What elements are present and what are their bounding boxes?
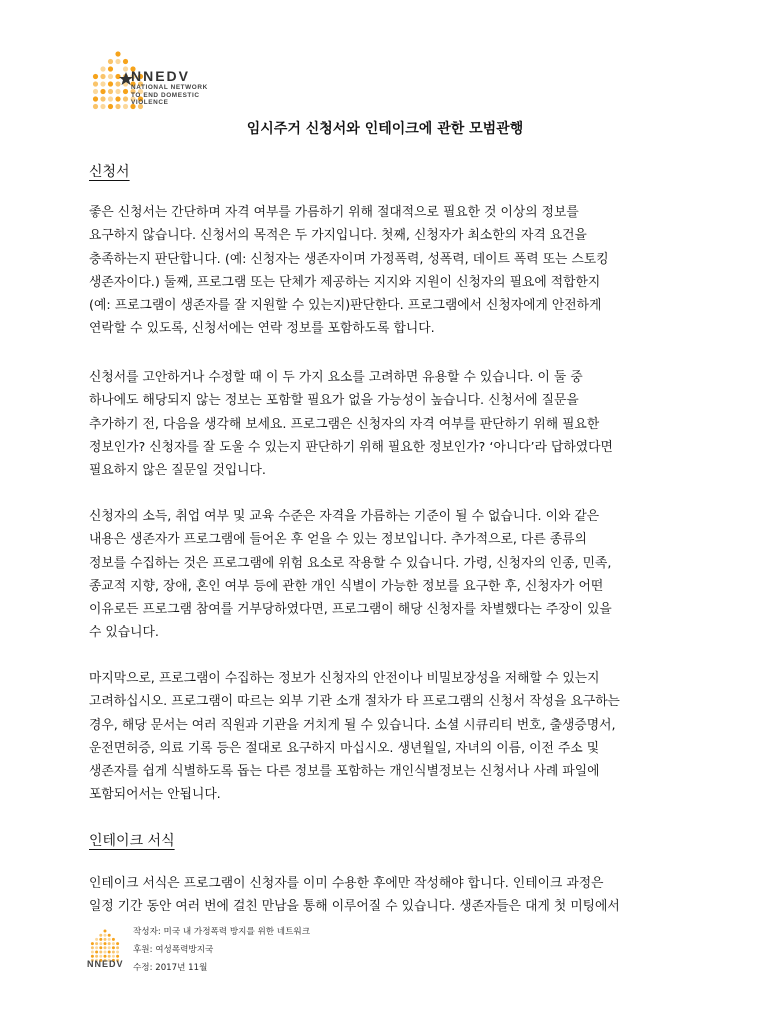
- logo-dot: [112, 942, 115, 945]
- logo-dot: [104, 946, 107, 949]
- logo-dot: [100, 96, 105, 101]
- logo-dot: [115, 59, 120, 64]
- logo-dot: [104, 934, 107, 937]
- logo-dot: [115, 51, 120, 56]
- paragraph: [89, 872, 689, 919]
- logo-dot: [99, 946, 102, 949]
- logo-dot: [93, 74, 98, 79]
- footer-credits: [133, 923, 310, 977]
- logo-dot: [104, 955, 107, 958]
- paragraph-line: 생존자이다.) 둘째, 프로그램 또는 단체가 제공하는 지지와 지원이 신청자의 필요에 적합한지: [89, 274, 601, 290]
- logo-dot: [108, 955, 111, 958]
- logo-dot: [115, 104, 120, 109]
- logo-dot: [108, 934, 111, 937]
- footer-sponsor: 후원: 여성폭력방지국: [133, 945, 214, 955]
- logo-name: NNEDV: [131, 68, 191, 84]
- logo-dot: [104, 938, 107, 941]
- logo-dot: [93, 89, 98, 94]
- paragraph-line: 정보인가? 신청자를 잘 도울 수 있는지 판단하기 위해 필요한 정보인가? ‘아니다’라 답하였다면: [89, 439, 613, 455]
- logo-subtitle-line: TO END DOMESTIC: [131, 91, 200, 99]
- logo-dot: [108, 951, 111, 954]
- logo-dot: [108, 938, 111, 941]
- paragraph-line: 신청자의 소득, 취업 여부 및 교육 수준은 자격을 가름하는 기준이 될 수 없습니다. 이와 같은: [89, 509, 600, 524]
- logo-dot: [108, 89, 113, 94]
- document-title: 임시주거 신청서와 인테이크에 관한 모범관행: [246, 121, 524, 137]
- logo-dot: [123, 66, 128, 71]
- logo-dot: [95, 955, 98, 958]
- paragraph-line: 연락할 수 있도록, 신청서에는 연락 정보를 포함하도록 합니다.: [89, 321, 435, 337]
- logo-dot: [104, 930, 107, 933]
- paragraph-line: 이유로든 프로그램 참여를 거부당하였다면, 프로그램이 해당 신청자를 차별했다는 주장이 있을: [89, 602, 612, 618]
- logo-dot: [112, 946, 115, 949]
- paragraph-line: 요구하지 않습니다. 신청서의 목적은 두 가지입니다. 첫째, 신청자가 최소한의 자격 요건을: [89, 228, 587, 244]
- logo-dot: [93, 104, 98, 109]
- paragraph-line: 신청서를 고안하거나 수정할 때 이 두 가지 요소를 고려하면 유용할 수 있습니다. 이 둘 중: [89, 370, 583, 385]
- logo-dot: [108, 96, 113, 101]
- paragraph-line: 필요하지 않은 질문일 것입니다.: [89, 463, 266, 479]
- logo-dot: [115, 89, 120, 94]
- logo-dot: [116, 951, 119, 954]
- paragraph: [89, 366, 689, 482]
- logo-dot: [108, 74, 113, 79]
- logo-dot: [108, 104, 113, 109]
- logo-dot: [95, 942, 98, 945]
- logo-dot: [99, 934, 102, 937]
- section-heading-application: 신청서: [89, 164, 130, 180]
- paragraph-line: 고려하십시오. 프로그램이 따르는 외부 기관 소개 절차가 타 프로그램의 신청서 작성을 요구하는: [89, 694, 620, 710]
- paragraph-line: 수 있습니다.: [89, 625, 159, 641]
- logo-dot: [100, 81, 105, 86]
- paragraph-line: 경우, 해당 문서는 여러 직원과 기관을 거치게 될 수 있습니다. 소셜 시큐리티 번호, 출생증명서,: [89, 717, 616, 733]
- paragraph-line: 종교적 지향, 장애, 혼인 여부 등에 관한 개인 식별이 가능한 정보를 요구한 후, 신청자가 어떤: [89, 578, 604, 594]
- logo-dot: [116, 946, 119, 949]
- logo-dot: [100, 104, 105, 109]
- logo-dot: [100, 89, 105, 94]
- paragraph-line: 생존자를 쉽게 식별하도록 돕는 다른 정보를 포함하는 개인식별정보는 신청서나 사례 파일에: [89, 764, 600, 780]
- paragraph-line: 포함되어서는 안됩니다.: [89, 787, 221, 803]
- logo-dot: [91, 946, 94, 949]
- logo-dot: [91, 951, 94, 954]
- paragraph-line: 정보를 수집하는 것은 프로그램에 위험 요소로 작용할 수 있습니다. 가령, 신청자의 인종, 민족,: [89, 555, 612, 571]
- logo-subtitle-line: VIOLENCE: [131, 99, 169, 107]
- logo-dot: [99, 951, 102, 954]
- paragraph-line: 추가하기 전, 다음을 생각해 보세요. 프로그램은 신청자의 자격 여부를 판단하기 위해 필요한: [89, 416, 600, 432]
- logo-dot: [104, 942, 107, 945]
- paragraph-line: 충족하는지 판단합니다. (예: 신청자는 생존자이며 가정폭력, 성폭력, 데이트 폭력 또는 스토킹: [89, 251, 609, 267]
- paragraph-line: 일정 기간 동안 여러 번에 걸친 만남을 통해 이루어질 수 있습니다. 생존자들은 대게 첫 미팅에서: [89, 899, 620, 915]
- logo-dot: [95, 946, 98, 949]
- logo-dot: [115, 81, 120, 86]
- logo-dot: [123, 104, 128, 109]
- logo-dot: [108, 942, 111, 945]
- logo-dot: [123, 59, 128, 64]
- paragraph: [89, 201, 689, 341]
- logo-dot: [99, 942, 102, 945]
- paragraph-line: 하나에도 해당되지 않는 정보는 포함할 필요가 없을 가능성이 높습니다. 신청서에 질문을: [89, 393, 579, 409]
- logo-dot: [123, 89, 128, 94]
- logo-dot: [91, 955, 94, 958]
- logo-dot: [104, 951, 107, 954]
- logo-dot: [95, 951, 98, 954]
- logo-dot: [91, 942, 94, 945]
- logo-dot: [93, 81, 98, 86]
- logo-dot: [95, 938, 98, 941]
- paragraph-line: 내용은 생존자가 프로그램에 들어온 후 얻을 수 있는 정보입니다. 추가적으로, 다른 종류의: [89, 532, 587, 548]
- section-heading-intake: 인테이크 서식: [89, 833, 175, 849]
- logo-dot: [108, 59, 113, 64]
- paragraph-line: 마지막으로, 프로그램이 수집하는 정보가 신청자의 안전이나 비밀보장성을 저해할 수 있는지: [89, 671, 600, 686]
- logo-dot: [108, 66, 113, 71]
- logo-dot: [100, 66, 105, 71]
- paragraph-line: 좋은 신청서는 간단하며 자격 여부를 가름하기 위해 절대적으로 필요한 것 이상의 정보를: [89, 205, 579, 220]
- logo-dot: [93, 96, 98, 101]
- footer: [87, 917, 487, 987]
- logo-dot: [116, 942, 119, 945]
- logo-dot: [115, 74, 120, 79]
- logo-wordmark: [131, 68, 208, 107]
- footer-author: 작성자: 미국 내 가정폭력 방지를 위한 네트워크: [133, 927, 311, 937]
- paragraph-line: (예: 프로그램이 생존자를 잘 지원할 수 있는지)판단한다. 프로그램에서 신청자에게 안전하게: [89, 298, 602, 314]
- logo-subtitle-line: NATIONAL NETWORK: [131, 84, 208, 91]
- paragraph-line: 인테이크 서식은 프로그램이 신청자를 이미 수용한 후에만 작성해야 합니다. 인테이크 과정은: [89, 876, 604, 891]
- logo-dot: [99, 938, 102, 941]
- logo-dot: [100, 74, 105, 79]
- logo-dot: [116, 955, 119, 958]
- footer-brand: NNEDV: [87, 959, 124, 969]
- logo-dot: [123, 96, 128, 101]
- logo-dot: [112, 938, 115, 941]
- logo-dot: [108, 81, 113, 86]
- logo-dot: [112, 951, 115, 954]
- footer-revised: 수정: 2017년 11월: [133, 963, 208, 973]
- paragraph: [89, 667, 689, 807]
- logo-dot: [108, 946, 111, 949]
- paragraph-line: 운전면허증, 의료 기록 등은 절대로 요구하지 마십시오. 생년월일, 자녀의 이름, 이전 주소 및: [89, 740, 600, 756]
- logo-dot: [99, 955, 102, 958]
- logo-dot: [112, 955, 115, 958]
- paragraph: [89, 505, 689, 645]
- logo-dot: [115, 96, 120, 101]
